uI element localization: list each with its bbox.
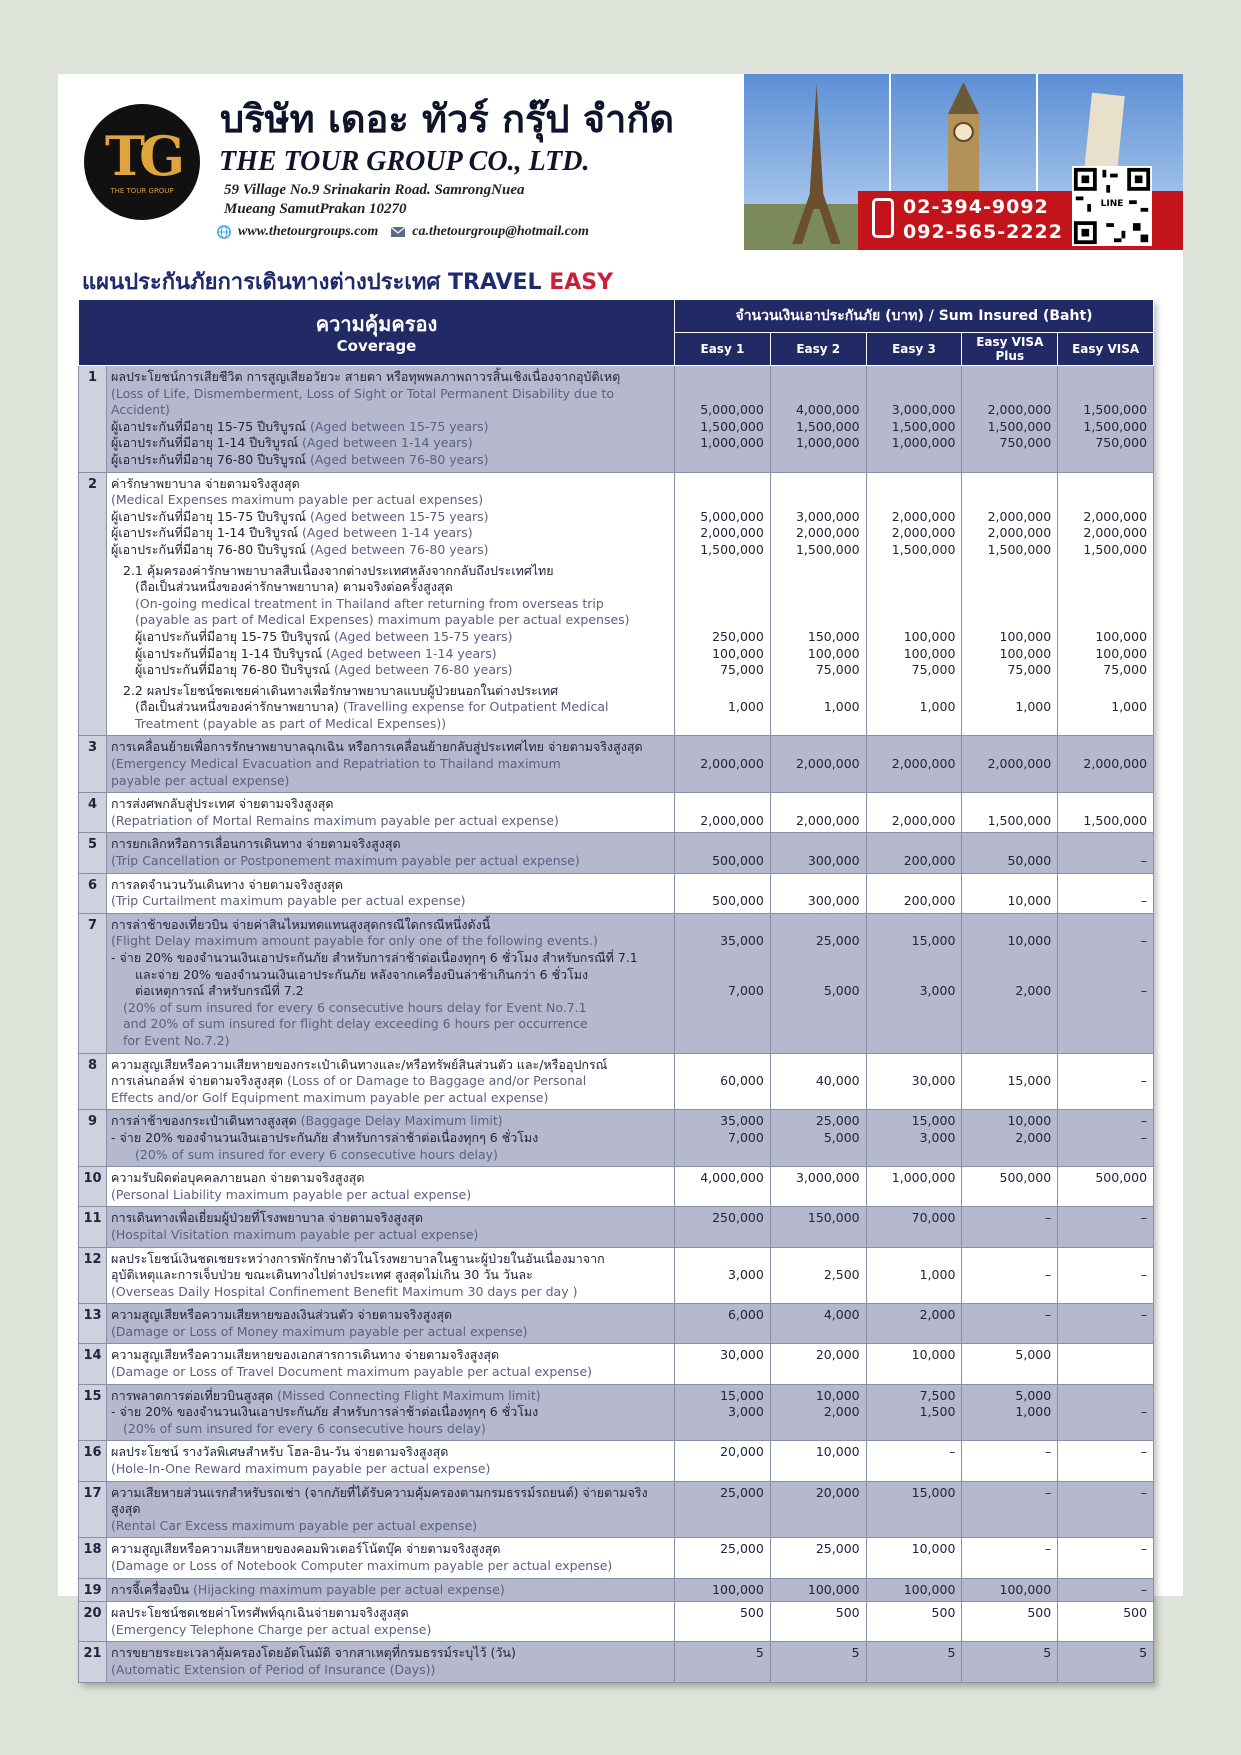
row-number: 15 [79, 1384, 107, 1441]
sum-insured-value: 3,000,000 [770, 1167, 866, 1207]
sum-insured-value: – [1058, 1304, 1154, 1344]
description-line: ผู้เอาประกันที่มีอายุ 1-14 ปีบริบูรณ์ (Aged between 1-14 years) [111, 435, 473, 451]
description-line: (20% of sum insured for every 6 consecutive hours delay) [123, 1420, 486, 1436]
sum-insured-value: 100,000 [675, 1578, 771, 1602]
sum-insured-value: – [1058, 1538, 1154, 1578]
sum-insured-value: – [962, 1481, 1058, 1538]
row-number: 2 [79, 472, 107, 736]
description-line: ความสูญเสียหรือความเสียหายของคอมพิวเตอร์โน้ตบุ๊ค จ่ายตามจริงสูงสุด [111, 1541, 501, 1557]
sum-insured-value [1058, 1344, 1154, 1384]
sum-insured-value: 2,000,000 2,000,000 1,500,000 100,000 100,000 75,000 1,000 [866, 472, 962, 736]
sum-insured-value: 1,500,000 [1058, 793, 1154, 833]
coverage-description [107, 366, 675, 473]
description-line: (Medical Expenses maximum payable per actual expenses) [111, 492, 484, 508]
coverage-row [79, 1167, 1154, 1207]
sum-insured-value: 5,000,000 2,000,000 1,500,000 250,000 100,000 75,000 1,000 [675, 472, 771, 736]
sum-insured-value: – [1058, 1578, 1154, 1602]
sum-insured-value: – [1058, 1207, 1154, 1247]
sum-insured-value: 70,000 [866, 1207, 962, 1247]
sum-insured-value: 10,000 [866, 1344, 962, 1384]
sum-insured-value: 250,000 [675, 1207, 771, 1247]
row-number: 5 [79, 833, 107, 873]
sum-insured-value: 4,000,000 1,500,000 1,000,000 [770, 366, 866, 473]
description-line: (Damage or Loss of Money maximum payable per actual expense) [111, 1323, 528, 1339]
sum-insured-value: 2,000,000 [770, 793, 866, 833]
sum-insured-value: 15,000 3,000 [866, 1110, 962, 1167]
sum-insured-value: 30,000 [866, 1053, 962, 1110]
sum-insured-value: 200,000 [866, 873, 962, 913]
sum-insured-value: 20,000 [770, 1344, 866, 1384]
row-number: 10 [79, 1167, 107, 1207]
sum-insured-value: 10,000 2,000 [770, 1384, 866, 1441]
sum-insured-value: 2,000,000 [770, 736, 866, 793]
row-number: 11 [79, 1207, 107, 1247]
coverage-row [79, 736, 1154, 793]
coverage-table-wrapper [78, 299, 1153, 1683]
sum-insured-value: 50,000 [962, 833, 1058, 873]
description-line: - จ่าย 20% ของจำนวนเงินเอาประกันภัย สำหรับการล่าช้าต่อเนื่องทุกๆ 6 ชั่วโมง สำหรับกรณีที่ 7.1 [111, 950, 638, 965]
row-number: 21 [79, 1642, 107, 1682]
description-line: ผู้เอาประกันที่มีอายุ 15-75 ปีบริบูรณ์ (Aged between 15-75 years) [111, 508, 489, 524]
coverage-row [79, 1602, 1154, 1642]
description-line: การยกเลิกหรือการเลื่อนการเดินทาง จ่ายตามจริงสูงสุด [111, 836, 401, 852]
row-number: 19 [79, 1578, 107, 1602]
sum-insured-value: 15,000 [962, 1053, 1058, 1110]
sum-insured-value: 2,000,000 2,000,000 1,500,000 100,000 100,000 75,000 1,000 [962, 472, 1058, 736]
plan-header: Easy 3 [866, 333, 962, 366]
coverage-description [107, 1642, 675, 1682]
coverage-row [79, 1538, 1154, 1578]
phone-icon [872, 198, 894, 238]
coverage-description [107, 1441, 675, 1481]
sum-insured-value: – [1058, 1384, 1154, 1441]
coverage-description [107, 833, 675, 873]
sum-insured-value: 2,000,000 [675, 736, 771, 793]
sum-insured-value: 500 [675, 1602, 771, 1642]
sum-insured-value: 2,000,000 [962, 736, 1058, 793]
address-line-2: Mueang SamutPrakan 10270 [224, 201, 407, 217]
sum-insured-value: 4,000,000 [675, 1167, 771, 1207]
row-number: 9 [79, 1110, 107, 1167]
contact-row [216, 224, 589, 240]
company-name-en: THE TOUR GROUP CO., LTD. [219, 146, 590, 177]
description-line: (Trip Cancellation or Postponement maximum payable per actual expense) [111, 853, 580, 869]
qr-line-label: LINE [1098, 198, 1126, 210]
coverage-row [79, 873, 1154, 913]
sum-insured-value: – [962, 1304, 1058, 1344]
sum-insured-value: 10,000 2,000 [962, 1110, 1058, 1167]
coverage-row [79, 472, 1154, 736]
coverage-description [107, 1247, 675, 1304]
sum-insured-value: 3,000 [675, 1247, 771, 1304]
sum-insured-value: 100,000 [770, 1578, 866, 1602]
coverage-row [79, 1207, 1154, 1247]
sum-insured-value: 5,000,000 1,500,000 1,000,000 [675, 366, 771, 473]
address-line-1: 59 Village No.9 Srinakarin Road. SamrongNuea [224, 182, 525, 198]
sum-insured-value: – [1058, 1481, 1154, 1538]
row-number: 1 [79, 366, 107, 473]
description-line: ผลประโยชน์ รางวัลพิเศษสำหรับ โฮล-อิน-วัน จ่ายตามจริงสูงสุด [111, 1444, 449, 1460]
sum-insured-value: 100,000 [962, 1578, 1058, 1602]
coverage-description [107, 1207, 675, 1247]
row-number: 17 [79, 1481, 107, 1538]
row-number: 7 [79, 913, 107, 1053]
description-line: ความรับผิดต่อบุคคลภายนอก จ่ายตามจริงสูงสุด [111, 1170, 365, 1186]
description-line: (Automatic Extension of Period of Insurance (Days)) [111, 1661, 436, 1677]
description-line: - จ่าย 20% ของจำนวนเงินเอาประกันภัย สำหรับการล่าช้าต่อเนื่องทุกๆ 6 ชั่วโมง [111, 1404, 539, 1420]
description-line: ผลประโยชน์เงินชดเชยระหว่างการพักรักษาตัวในโรงพยาบาลในฐานะผู้ป่วยในอันเนื่องมาจาก [111, 1250, 605, 1266]
sum-insured-value: 1,500,000 [962, 793, 1058, 833]
coverage-row [79, 1642, 1154, 1682]
sum-insured-value: – [1058, 833, 1154, 873]
sum-insured-value: 500 [770, 1602, 866, 1642]
row-number: 18 [79, 1538, 107, 1578]
coverage-description [107, 1384, 675, 1441]
plan-title: แผนประกันภัยการเดินทางต่างประเทศ TRAVEL EASY [82, 270, 614, 295]
plan-header: Easy 1 [675, 333, 771, 366]
description-line: (Flight Delay maximum amount payable for only one of the following events.) [111, 933, 598, 949]
sum-insured-value: 5 [866, 1642, 962, 1682]
sum-insured-value: 500 [866, 1602, 962, 1642]
plan-title-accent: EASY [549, 270, 614, 295]
description-line: (Overseas Daily Hospital Confinement Benefit Maximum 30 days per day ) [111, 1283, 578, 1299]
plan-header: Easy VISA Plus [962, 333, 1058, 366]
coverage-description [107, 1578, 675, 1602]
sum-insured-value: – [962, 1538, 1058, 1578]
coverage-row [79, 1578, 1154, 1602]
sum-insured-value: 15,000 3,000 [675, 1384, 771, 1441]
sum-insured-value: 1,000,000 [866, 1167, 962, 1207]
sum-insured-value: 25,000 [770, 1538, 866, 1578]
description-line: Effects and/or Golf Equipment maximum payable per actual expense) [111, 1089, 549, 1105]
coverage-description [107, 1167, 675, 1207]
description-line: payable per actual expense) [111, 772, 290, 788]
description-line: ผู้เอาประกันที่มีอายุ 76-80 ปีบริบูรณ์ (Aged between 76-80 years) [111, 451, 489, 467]
sum-insured-value: 25,000 [675, 1481, 771, 1538]
sum-insured-value: 200,000 [866, 833, 962, 873]
row-number: 14 [79, 1344, 107, 1384]
sum-insured-value: 25,000 [675, 1538, 771, 1578]
sum-insured-value: 60,000 [675, 1053, 771, 1110]
description-line: ผลประโยชน์การเสียชีวิต การสูญเสียอวัยวะ สายตา หรือทุพพลภาพถาวรสิ้นเชิงเนื่องจากอุบัติเหตุ [111, 369, 621, 384]
description-line: ความเสียหายส่วนแรกสำหรับรถเช่า (จากภัยที่ได้รับความคุ้มครองตามกรมธรรม์รถยนต์) จ่ายตามจริงสูงสุด [111, 1484, 648, 1517]
sum-insured-value: 1,000 [866, 1247, 962, 1304]
sum-insured-value: 300,000 [770, 873, 866, 913]
description-line: (20% of sum insured for every 6 consecutive hours delay for Event No.7.1 [123, 999, 587, 1015]
sum-insured-value: 10,000 [770, 1441, 866, 1481]
description-line: และจ่าย 20% ของจำนวนเงินเอาประกันภัย หลังจากเครื่องบินล่าช้าเกินกว่า 6 ชั่วโมง [135, 966, 589, 982]
sum-insured-value: – [962, 1441, 1058, 1481]
description-line: อุบัติเหตุและการเจ็บป่วย ขณะเดินทางไปต่างประเทศ สูงสุดไม่เกิน 30 วัน วันละ [111, 1267, 533, 1283]
coverage-row [79, 1441, 1154, 1481]
brochure-page [58, 74, 1183, 1677]
description-line: ค่ารักษาพยาบาล จ่ายตามจริงสูงสุด [111, 475, 300, 491]
row-number: 13 [79, 1304, 107, 1344]
sum-insured-value: – [962, 1247, 1058, 1304]
coverage-description [107, 736, 675, 793]
phone-number-2[interactable]: 092-565-2222 [903, 221, 1063, 243]
coverage-description [107, 1538, 675, 1578]
description-line: การล่าช้าของเที่ยวบิน จ่ายค่าสินไหมทดแทนสูงสุดกรณีใดกรณีหนึ่งดังนี้ [111, 916, 491, 932]
sum-insured-value: 5,000 1,000 [962, 1384, 1058, 1441]
sum-insured-value: 1,500,000 1,500,000 750,000 [1058, 366, 1154, 473]
description-line: (Trip Curtailment maximum payable per actual expense) [111, 893, 466, 909]
description-line: การจี้เครื่องบิน (Hijacking maximum payable per actual expense) [111, 1581, 505, 1597]
coverage-description [107, 913, 675, 1053]
description-line: and 20% of sum insured for flight delay exceeding 6 hours per occurrence [123, 1016, 588, 1032]
sum-insured-value: 5 [675, 1642, 771, 1682]
coverage-header: ความคุ้มครอง Coverage [79, 300, 675, 366]
sum-insured-value: 500,000 [1058, 1167, 1154, 1207]
coverage-row [79, 1304, 1154, 1344]
sum-insured-value: – [1058, 1247, 1154, 1304]
phone-number-1[interactable]: 02-394-9092 [903, 196, 1049, 218]
coverage-row [79, 1247, 1154, 1304]
description-line: การพลาดการต่อเที่ยวบินสูงสุด (Missed Connecting Flight Maximum limit) [111, 1387, 541, 1403]
sum-insured-value: – [962, 1207, 1058, 1247]
sum-insured-value: 500 [1058, 1602, 1154, 1642]
coverage-description [107, 1304, 675, 1344]
row-number: 12 [79, 1247, 107, 1304]
sum-insured-value: 15,000 [866, 1481, 962, 1538]
sum-insured-value: 4,000 [770, 1304, 866, 1344]
sum-insured-value: 5 [1058, 1642, 1154, 1682]
coverage-table [78, 299, 1154, 1683]
sum-insured-value: 10,000 [866, 1538, 962, 1578]
description-line: ความสูญเสียหรือความเสียหายของเงินส่วนตัว จ่ายตามจริงสูงสุด [111, 1307, 453, 1323]
description-line: (Emergency Medical Evacuation and Repatriation to Thailand maximum [111, 756, 561, 772]
coverage-description [107, 1110, 675, 1167]
row-number: 4 [79, 793, 107, 833]
coverage-row [79, 793, 1154, 833]
coverage-row [79, 1053, 1154, 1110]
coverage-description [107, 873, 675, 913]
company-logo: TG THE TOUR GROUP [84, 104, 200, 220]
description-line: Treatment (payable as part of Medical Expenses)) [135, 715, 447, 731]
description-line: การขยายระยะเวลาคุ้มครองโดยอัตโนมัติ จากสาเหตุที่กรมธรรม์ระบุไว้ (วัน) [111, 1645, 516, 1661]
description-line: (Damage or Loss of Notebook Computer maximum payable per actual expense) [111, 1558, 613, 1573]
globe-icon [216, 225, 232, 239]
sum-insured-value: 2,000,000 [1058, 736, 1154, 793]
description-line: (Personal Liability maximum payable per actual expense) [111, 1186, 472, 1202]
description-line: (Hospital Visitation maximum payable per actual expense) [111, 1226, 479, 1242]
sum-insured-value: 5,000 [962, 1344, 1058, 1384]
description-line: for Event No.7.2) [123, 1032, 230, 1048]
description-line: (Hole-In-One Reward maximum payable per actual expense) [111, 1461, 491, 1477]
sum-insured-value: – [1058, 873, 1154, 913]
description-line: ผู้เอาประกันที่มีอายุ 15-75 ปีบริบูรณ์ (Aged between 15-75 years) [135, 628, 513, 644]
description-line: ผู้เอาประกันที่มีอายุ 1-14 ปีบริบูรณ์ (Aged between 1-14 years) [111, 525, 473, 541]
coverage-row [79, 366, 1154, 473]
sum-insured-value: 5 [962, 1642, 1058, 1682]
sum-insured-value: – – [1058, 1110, 1154, 1167]
sum-insured-value: 10,000 2,000 [962, 913, 1058, 1053]
sum-insured-value: – – [1058, 913, 1154, 1053]
description-line: (payable as part of Medical Expenses) maximum payable per actual expenses) [135, 612, 630, 628]
email-link[interactable]: ca.thetourgroup@hotmail.com [412, 224, 589, 239]
description-line: ผู้เอาประกันที่มีอายุ 1-14 ปีบริบูรณ์ (Aged between 1-14 years) [135, 645, 497, 661]
row-number: 16 [79, 1441, 107, 1481]
description-line: การเคลื่อนย้ายเพื่อการรักษาพยาบาลฉุกเฉิน หรือการเคลื่อนย้ายกลับสู่ประเทศไทย จ่ายตามจริงสูงสุด [111, 739, 643, 755]
description-line: (Loss of Life, Dismemberment, Loss of Sight or Total Permanent Disability due to Accident) [111, 385, 614, 418]
company-name-thai: บริษัท เดอะ ทัวร์ กรุ๊ป จำกัด [220, 97, 675, 141]
coverage-row [79, 1344, 1154, 1384]
sum-insured-value: 2,000,000 [866, 736, 962, 793]
description-line: 2.2 ผลประโยชน์ชดเชยค่าเดินทางเพื่อรักษาพยาบาลแบบผู้ป่วยนอกในต่างประเทศ [123, 682, 559, 698]
coverage-description [107, 472, 675, 736]
sum-insured-value: 2,000,000 [866, 793, 962, 833]
description-line: ผู้เอาประกันที่มีอายุ 76-80 ปีบริบูรณ์ (Aged between 76-80 years) [135, 662, 513, 678]
row-number: 6 [79, 873, 107, 913]
description-line: (ถือเป็นส่วนหนึ่งของค่ารักษาพยาบาล) (Travelling expense for Outpatient Medical [135, 699, 609, 715]
sum-insured-value: – [866, 1441, 962, 1481]
sum-insured-value: – [1058, 1441, 1154, 1481]
sum-insured-value: 100,000 [866, 1578, 962, 1602]
coverage-row [79, 1110, 1154, 1167]
sum-insured-value: 7,500 1,500 [866, 1384, 962, 1441]
sum-insured-value: 2,500 [770, 1247, 866, 1304]
sum-insured-value: 20,000 [675, 1441, 771, 1481]
sum-insured-value: 3,000,000 1,500,000 1,000,000 [866, 366, 962, 473]
sum-insured-value: 2,000,000 [675, 793, 771, 833]
description-line: ผู้เอาประกันที่มีอายุ 15-75 ปีบริบูรณ์ (Aged between 15-75 years) [111, 418, 489, 434]
coverage-description [107, 1053, 675, 1110]
sum-insured-value: 5 [770, 1642, 866, 1682]
coverage-row [79, 1481, 1154, 1538]
sum-insured-value: 15,000 3,000 [866, 913, 962, 1053]
sum-insured-value: 40,000 [770, 1053, 866, 1110]
sum-insured-value: 25,000 5,000 [770, 1110, 866, 1167]
description-line: (ถือเป็นส่วนหนึ่งของค่ารักษาพยาบาล) ตามจริงต่อครั้งสูงสุด [135, 579, 453, 595]
coverage-description [107, 793, 675, 833]
description-line: การเล่นกอล์ฟ จ่ายตามจริงสูงสุด (Loss of or Damage to Baggage and/or Personal [111, 1073, 587, 1089]
coverage-description [107, 1602, 675, 1642]
description-line: (Damage or Loss of Travel Document maximum payable per actual expense) [111, 1364, 593, 1380]
sum-insured-value: 500,000 [675, 873, 771, 913]
coverage-row [79, 913, 1154, 1053]
row-number: 20 [79, 1602, 107, 1642]
sum-insured-value: – [1058, 1053, 1154, 1110]
description-line: การล่าช้าของกระเป๋าเดินทางสูงสุด (Baggage Delay Maximum limit) [111, 1113, 503, 1129]
sum-insured-value: 20,000 [770, 1481, 866, 1538]
coverage-rows [79, 366, 1154, 1683]
sum-insured-value: 25,000 5,000 [770, 913, 866, 1053]
description-line: ความสูญเสียหรือความเสียหายของกระเป๋าเดินทางและ/หรือทรัพย์สินส่วนตัว และ/หรืออุปกรณ์ [111, 1056, 608, 1072]
sum-insured-value: 35,000 7,000 [675, 913, 771, 1053]
sum-insured-value: 500,000 [675, 833, 771, 873]
sum-insured-value: 3,000,000 2,000,000 1,500,000 150,000 100,000 75,000 1,000 [770, 472, 866, 736]
coverage-description [107, 1344, 675, 1384]
sum-insured-value: 500 [962, 1602, 1058, 1642]
description-line: (Rental Car Excess maximum payable per actual expense) [111, 1517, 478, 1533]
sum-insured-value: 35,000 7,000 [675, 1110, 771, 1167]
description-line: ความสูญเสียหรือความเสียหายของเอกสารการเดินทาง จ่ายตามจริงสูงสุด [111, 1347, 500, 1363]
description-line: การส่งศพกลับสู่ประเทศ จ่ายตามจริงสูงสุด [111, 796, 334, 812]
sum-insured-value: 6,000 [675, 1304, 771, 1344]
sum-insured-value: 30,000 [675, 1344, 771, 1384]
description-line: ต่อเหตุการณ์ สำหรับกรณีที่ 7.2 [135, 983, 304, 999]
sum-insured-value: 300,000 [770, 833, 866, 873]
description-line: - จ่าย 20% ของจำนวนเงินเอาประกันภัย สำหรับการล่าช้าต่อเนื่องทุกๆ 6 ชั่วโมง [111, 1129, 539, 1145]
description-line: 2.1 คุ้มครองค่ารักษาพยาบาลสืบเนื่องจากต่างประเทศหลังจากกลับถึงประเทศไทย [123, 562, 554, 578]
website-link[interactable]: www.thetourgroups.com [238, 224, 379, 239]
row-number: 8 [79, 1053, 107, 1110]
sum-insured-value: 2,000,000 1,500,000 750,000 [962, 366, 1058, 473]
coverage-row [79, 1384, 1154, 1441]
description-line: (Emergency Telephone Charge per actual expense) [111, 1621, 432, 1637]
description-line: การลดจำนวนวันเดินทาง จ่ายตามจริงสูงสุด [111, 876, 344, 892]
description-line: (Repatriation of Mortal Remains maximum payable per actual expense) [111, 812, 559, 828]
coverage-row [79, 833, 1154, 873]
row-number: 3 [79, 736, 107, 793]
sum-insured-value: 2,000 [866, 1304, 962, 1344]
description-line: (20% of sum insured for every 6 consecutive hours delay) [135, 1146, 498, 1162]
description-line: ผลประโยชน์ชดเชยค่าโทรศัพท์ฉุกเฉินจ่ายตามจริงสูงสุด [111, 1605, 409, 1621]
sum-insured-value: 500,000 [962, 1167, 1058, 1207]
description-line: การเดินทางเพื่อเยี่ยมผู้ป่วยที่โรงพยาบาล จ่ายตามจริงสูงสุด [111, 1210, 423, 1226]
sum-insured-value: 10,000 [962, 873, 1058, 913]
sum-insured-value: 150,000 [770, 1207, 866, 1247]
sum-insured-value: 2,000,000 2,000,000 1,500,000 100,000 100,000 75,000 1,000 [1058, 472, 1154, 736]
plan-header: Easy 2 [770, 333, 866, 366]
sum-insured-header: จำนวนเงินเอาประกันภัย (บาท) / Sum Insured (Baht) [675, 300, 1154, 333]
plan-header: Easy VISA [1058, 333, 1154, 366]
description-line: (On-going medical treatment in Thailand after returning from overseas trip [135, 595, 604, 611]
coverage-description [107, 1481, 675, 1538]
description-line: ผู้เอาประกันที่มีอายุ 76-80 ปีบริบูรณ์ (Aged between 76-80 years) [111, 541, 489, 557]
mail-icon [390, 225, 406, 239]
